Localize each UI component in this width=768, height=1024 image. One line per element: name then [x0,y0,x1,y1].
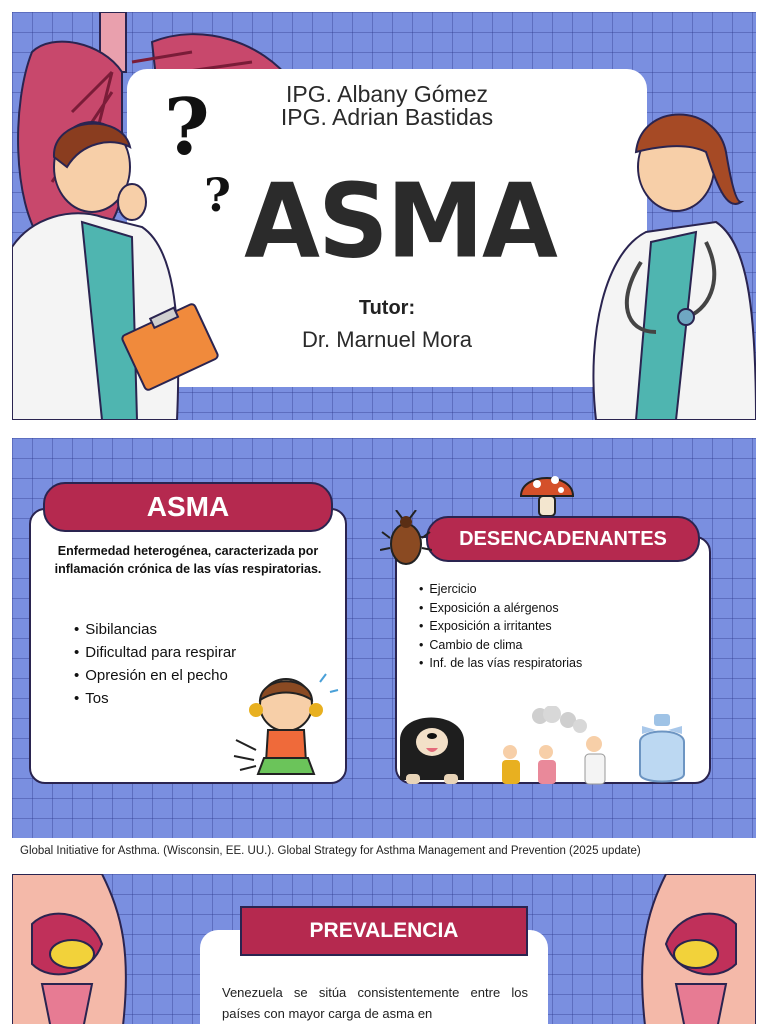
smoke-people-icon [490,706,620,788]
author-2: IPG. Adrian Bastidas [280,104,494,130]
asma-heading: ASMA [146,491,230,522]
list-item: • Sibilancias [74,618,236,641]
dog-icon [392,700,472,790]
prevalencia-text: Venezuela se sitúa consistentemente entre los países con mayor carga de asma en [222,985,528,1021]
list-item: • Opresión en el pecho [74,664,236,687]
asma-heading-pill [43,482,333,532]
symptom-list [74,618,236,710]
question-mark-small: ? [204,168,231,222]
list-item: • Exposición a alérgenos [419,599,582,618]
info-slide [12,438,756,838]
slide-title: ASMA [244,162,556,282]
list-item: • Tos [74,687,236,710]
thinking-doctor-icon [12,107,222,420]
author-1: IPG. Albany Gómez [286,81,488,107]
nasal-anatomy-icon [636,874,756,1024]
desencadenantes-heading: DESENCADENANTES [459,528,667,550]
question-mark-large: ? [164,82,210,173]
nasal-anatomy-icon [12,874,132,1024]
prevalencia-heading: PREVALENCIA [240,906,528,956]
perfume-bottle-icon [632,712,692,786]
tutor-name: Dr. Marnuel Mora [302,327,472,352]
list-item: • Inf. de las vías respiratorias [419,654,582,673]
mushroom-icon [517,468,577,518]
list-item: • Exposición a irritantes [419,617,582,636]
doctor-stethoscope-icon [566,102,756,420]
tutor-label: Tutor: [358,297,416,319]
beetle-icon [380,510,432,570]
list-item: • Cambio de clima [419,636,582,655]
list-item: • Ejercicio [419,580,582,599]
trigger-list [419,580,582,673]
desencadenantes-heading-pill [426,516,700,562]
title-slide [12,12,756,420]
coughing-girl-icon [226,670,346,788]
citation: Global Initiative for Asthma. (Wisconsin, EE. UU.). Global Strategy for Asthma Management and Prevention (2025 update) [12,840,754,862]
asma-definition: Enfermedad heterogénea, caracterizada por inflamación crónica de las vías respiratorias. [54,544,322,576]
list-item: • Dificultad para respirar [74,641,236,664]
